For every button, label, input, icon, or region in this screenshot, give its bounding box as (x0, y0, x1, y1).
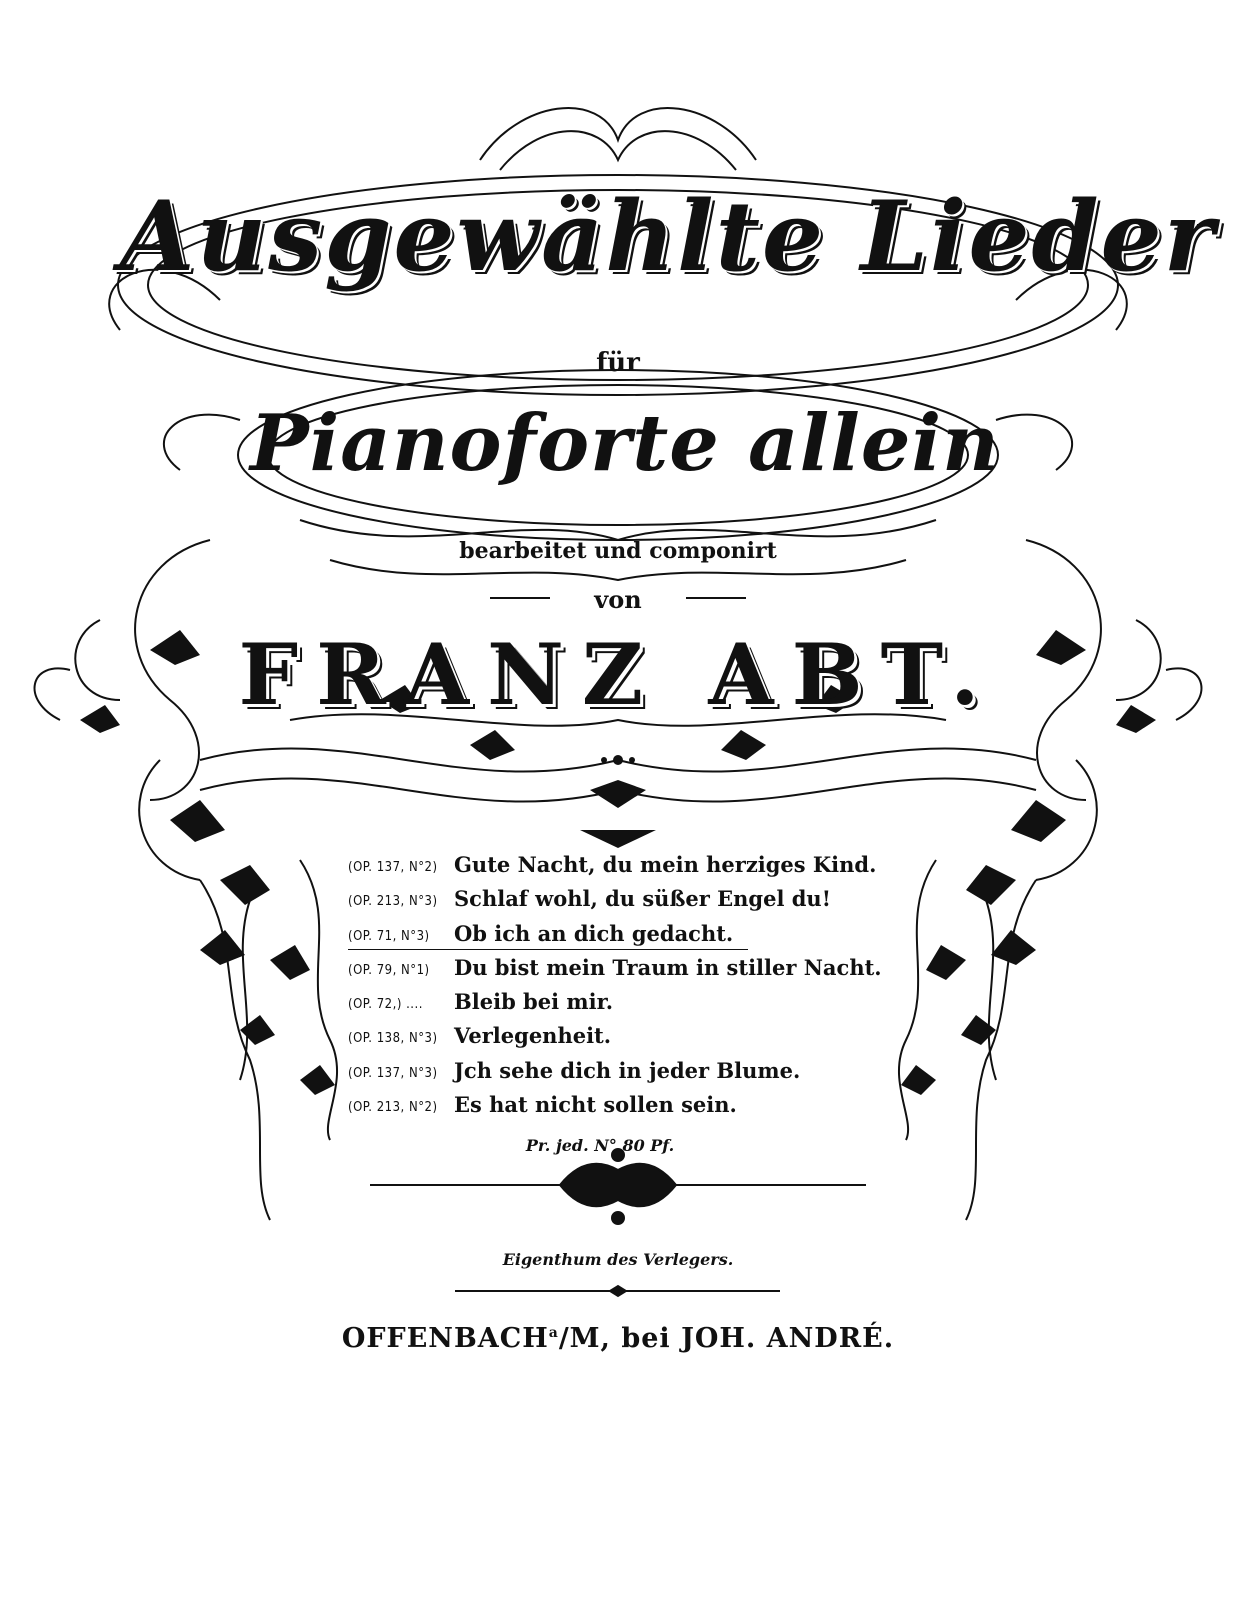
instrument-subtitle: Pianoforte allein (250, 398, 1000, 489)
publisher-imprint (260, 1323, 976, 1354)
song-title: Bleib bei mir. (454, 989, 614, 1015)
list-item (348, 886, 908, 920)
list-item (348, 921, 908, 955)
list-item (348, 1058, 908, 1092)
song-title: Es hat nicht sollen sein. (454, 1092, 737, 1118)
song-list (348, 852, 908, 1126)
opus-number: (OP. 137, N°2) (348, 860, 438, 875)
composer-name: FRANZ ABT. (238, 625, 998, 724)
opus-number: (OP. 137, N°3) (348, 1065, 438, 1081)
song-title: Du bist mein Traum in stiller Nacht. (454, 954, 882, 980)
cover-title: Ausgewählte Lieder (120, 180, 1217, 293)
publisher-city-suffix: a (548, 1325, 559, 1341)
song-title: Gute Nacht, du mein herziges Kind. (454, 852, 877, 877)
opus-number: (OP. 72,) .... (348, 997, 423, 1013)
list-item (348, 852, 908, 886)
list-item (348, 955, 908, 989)
opus-number: (OP. 79, N°1) (348, 962, 430, 978)
song-title: Schlaf wohl, du süßer Engel du! (454, 886, 831, 912)
price-note: Pr. jed. N° 80 Pf. (525, 1136, 675, 1155)
song-title: Ob ich an dich gedacht. (454, 920, 734, 946)
for-label: für (596, 348, 640, 378)
by-label: von (594, 585, 642, 614)
opus-number: (OP. 213, N°3) (348, 894, 438, 910)
arranged-line: bearbeitet und componirt (459, 538, 777, 564)
song-title: Verlegenheit. (454, 1023, 612, 1049)
list-item (348, 1023, 908, 1057)
opus-number: (OP. 138, N°3) (348, 1031, 438, 1047)
list-item (348, 989, 908, 1023)
publisher-city: OFFENBACH (341, 1323, 549, 1354)
song-title: Jch sehe dich in jeder Blume. (454, 1057, 801, 1083)
opus-number: (OP. 71, N°3) (348, 928, 430, 944)
underline-mark (348, 949, 748, 950)
publisher-name: /M, bei JOH. ANDRÉ. (558, 1323, 895, 1354)
ownership-note: Eigenthum des Verlegers. (502, 1250, 734, 1269)
opus-number: (OP. 213, N°2) (348, 1100, 438, 1116)
list-item (348, 1092, 908, 1126)
